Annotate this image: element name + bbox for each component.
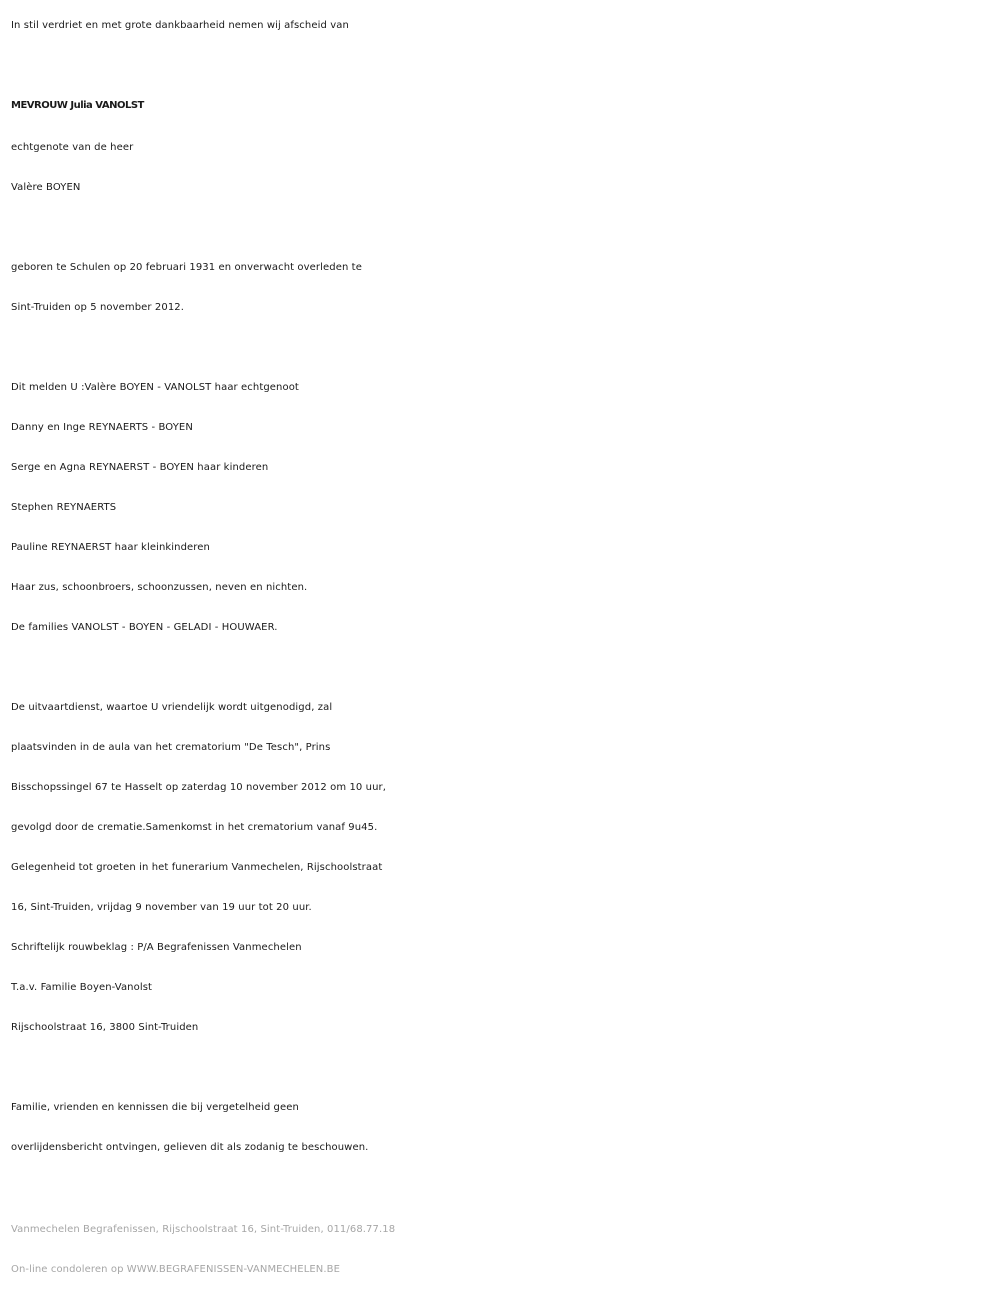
birth-death-line: geboren te Schulen op 20 februari 1931 en onverwacht overleden te	[11, 262, 362, 273]
closing-section	[11, 1088, 991, 1168]
family-line: Stephen REYNAERTS	[11, 502, 117, 513]
family-line: Pauline REYNAERST haar kleinkinderen	[11, 542, 210, 553]
intro-text: In stil verdriet en met grote dankbaarheid nemen wij afscheid van	[11, 20, 349, 31]
obituary-notice	[11, 0, 991, 1290]
footer	[11, 1210, 991, 1290]
family-line: De families VANOLST - BOYEN - GELADI - HOUWAER.	[11, 622, 278, 633]
online-condolence-link[interactable]: On-line condoleren op WWW.BEGRAFENISSEN-VANMECHELEN.BE	[11, 1264, 341, 1275]
closing-line: Familie, vrienden en kennissen die bij vergetelheid geen	[11, 1102, 299, 1113]
service-line: Gelegenheid tot groeten in het funerarium Vanmechelen, Rijschoolstraat	[11, 862, 383, 873]
service-line: Bisschopssingel 67 te Hasselt op zaterdag 10 november 2012 om 10 uur,	[11, 782, 387, 793]
service-section	[11, 688, 991, 1048]
spacer	[11, 328, 991, 368]
service-line: gevolgd door de crematie.Samenkomst in het crematorium vanaf 9u45.	[11, 822, 378, 833]
closing-line: overlijdensbericht ontvingen, gelieven dit als zodanig te beschouwen.	[11, 1142, 369, 1153]
family-section	[11, 368, 991, 648]
family-line: Danny en Inge REYNAERTS - BOYEN	[11, 422, 193, 433]
spacer	[11, 208, 991, 248]
service-line: Schriftelijk rouwbeklag : P/A Begrafenissen Vanmechelen	[11, 942, 302, 953]
family-line: Serge en Agna REYNAERST - BOYEN haar kinderen	[11, 462, 269, 473]
spacer	[11, 648, 991, 688]
birth-death-section	[11, 248, 991, 328]
service-line: Rijschoolstraat 16, 3800 Sint-Truiden	[11, 1022, 199, 1033]
funeral-home-info: Vanmechelen Begrafenissen, Rijschoolstraat 16, Sint-Truiden, 011/68.77.18	[11, 1224, 396, 1235]
service-line: T.a.v. Familie Boyen-Vanolst	[11, 982, 153, 993]
service-line: 16, Sint-Truiden, vrijdag 9 november van 19 uur tot 20 uur.	[11, 902, 312, 913]
spacer	[11, 1168, 991, 1208]
deceased-name: MEVROUW Julia VANOLST	[11, 100, 144, 111]
family-line: Dit melden U :Valère BOYEN - VANOLST haar echtgenoot	[11, 382, 299, 393]
spouse-line: echtgenote van de heer	[11, 142, 134, 153]
service-line: plaatsvinden in de aula van het crematorium "De Tesch", Prins	[11, 742, 331, 753]
family-line: Haar zus, schoonbroers, schoonzussen, neven en nichten.	[11, 582, 308, 593]
spacer	[11, 1048, 991, 1088]
birth-death-line: Sint-Truiden op 5 november 2012.	[11, 302, 185, 313]
service-line: De uitvaartdienst, waartoe U vriendelijk wordt uitgenodigd, zal	[11, 702, 333, 713]
spouse-name: Valère BOYEN	[11, 182, 81, 193]
